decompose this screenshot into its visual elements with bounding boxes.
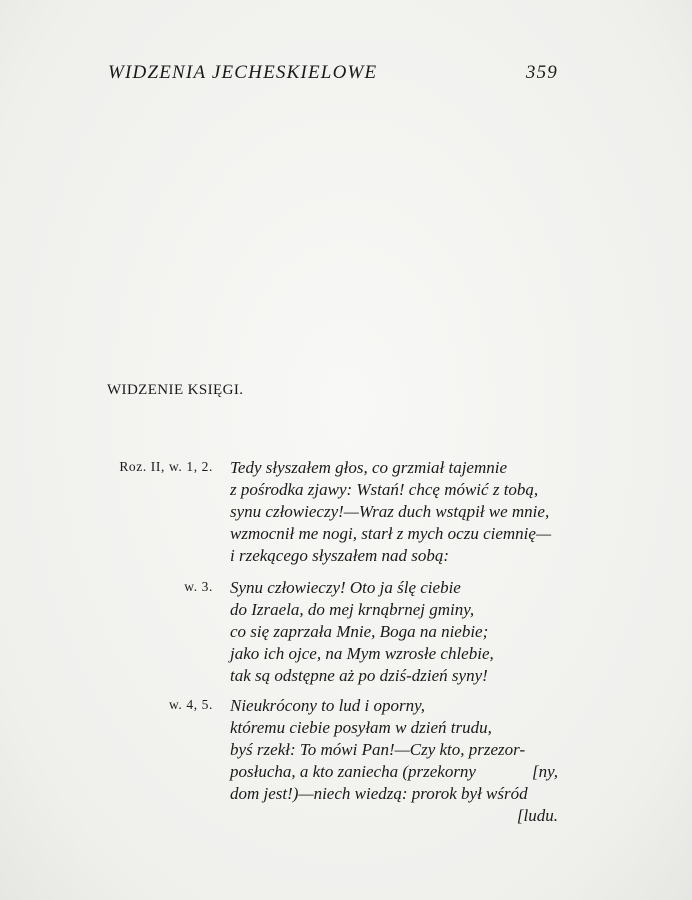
verse-line: wzmocnił me nogi, starł z mych oczu ciemnię— <box>230 524 552 543</box>
verse-line: Synu człowieczy! Oto ja ślę ciebie <box>230 578 461 597</box>
verse-text <box>230 695 558 827</box>
verse-line: z pośrodka zjawy: Wstań! chcę mówić z tobą, <box>230 480 539 499</box>
verse-line: i rzekącego słyszałem nad sobą: <box>230 546 450 565</box>
verse-line: któremu ciebie posyłam w dzień trudu, <box>230 718 492 737</box>
verse-line: jako ich ojce, na Mym wzrosłe chlebie, <box>230 644 494 663</box>
verse-reference: Roz. II, w. 1, 2. <box>119 459 213 474</box>
verse-line: Tedy słyszałem głos, co grzmiał tajemnie <box>230 458 508 477</box>
verse-line-text: posłucha, a kto zaniecha (przekorny <box>230 762 476 781</box>
carry-over: [ny, <box>532 762 558 781</box>
carry-over: [ludu. <box>516 806 558 825</box>
verse-line: synu człowieczy!—Wraz duch wstąpił we mnie, <box>230 502 550 521</box>
verse-line: Nieukrócony to lud i oporny, <box>230 696 426 715</box>
verse-line: do Izraela, do mej krnąbrnej gminy, <box>230 600 475 619</box>
verse-reference: w. 4, 5. <box>168 697 213 712</box>
verse-line: tak są odstępne aż po dziś-dzień syny! <box>230 666 488 685</box>
verse-line: co się zaprzała Mnie, Boga na niebie; <box>230 622 489 641</box>
page-number: 359 <box>525 62 558 83</box>
verse-text <box>230 457 558 567</box>
verse-line: byś rzekł: To mówi Pan!—Czy kto, przezor- <box>230 740 526 759</box>
running-header <box>108 62 558 84</box>
verse-text <box>230 577 558 687</box>
verse-line <box>230 761 558 783</box>
verse-line <box>230 805 558 827</box>
running-title: WIDZENIA JECHESKIELOWE <box>108 62 378 83</box>
verse-line: dom jest!)—niech wiedzą: prorok był wśród <box>230 784 528 803</box>
verse-reference: w. 3. <box>184 579 213 594</box>
section-title: WIDZENIE KSIĘGI. <box>107 382 244 398</box>
